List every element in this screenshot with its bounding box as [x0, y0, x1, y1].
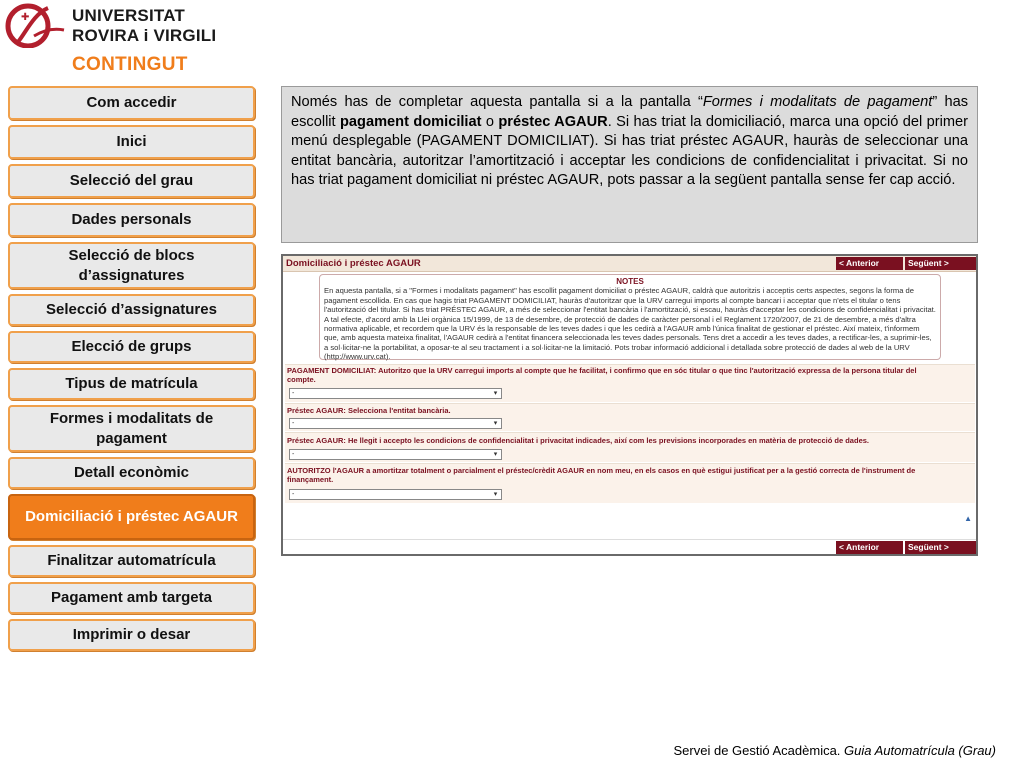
- svg-text:✚: ✚: [21, 12, 30, 23]
- field-label: Préstec AGAUR: He llegit i accepto les condicions de confidencialitat i privacitat indicades, així com les previsions incorporades en matèria de protecció de dades.: [287, 436, 869, 445]
- sidebar-item-domiciliacio-agaur[interactable]: Domiciliació i préstec AGAUR: [8, 494, 255, 540]
- chevron-down-icon: ▾: [493, 451, 498, 458]
- instructions-text-2: ” has escollit: [291, 94, 968, 130]
- page-footer: [674, 743, 997, 758]
- sidebar-item-seleccio-grau[interactable]: Selecció del grau: [8, 164, 255, 198]
- sidebar-item-eleccio-grups[interactable]: Elecció de grups: [8, 331, 255, 363]
- sidebar-item-pagament-targeta[interactable]: Pagament amb targeta: [8, 582, 255, 614]
- footer-text: Servei de Gestió Acadèmica.: [673, 743, 845, 758]
- sidebar-item-seleccio-assignatures[interactable]: Selecció d’assignatures: [8, 294, 255, 326]
- instructions-text-3: o: [481, 113, 499, 130]
- sidebar-item-seleccio-blocs[interactable]: Selecció de blocs d’assignatures: [8, 242, 255, 289]
- entitat-bancaria-select[interactable]: [289, 418, 502, 429]
- field-row: [285, 463, 975, 503]
- chevron-down-icon: ▾: [493, 390, 498, 397]
- screen-next-button[interactable]: Següent >: [905, 257, 976, 270]
- sidebar-item-dades-personals[interactable]: Dades personals: [8, 203, 255, 237]
- pagament-domiciliat-select[interactable]: [289, 388, 502, 399]
- notes-box: [319, 274, 941, 360]
- sidebar-item-com-accedir[interactable]: Com accedir: [8, 86, 255, 120]
- scroll-up-icon[interactable]: ▲: [964, 514, 972, 523]
- field-label: Préstec AGAUR: Selecciona l'entitat bancària.: [287, 406, 451, 415]
- select-value: -: [292, 491, 295, 498]
- chevron-down-icon: ▾: [493, 420, 498, 427]
- sidebar-item-detall-economic[interactable]: Detall econòmic: [8, 457, 255, 489]
- sidebar-item-imprimir[interactable]: Imprimir o desar: [8, 619, 255, 651]
- notes-text: En aquesta pantalla, si a "Formes i modalitats pagament" has escollit pagament domiciliat o préstec AGAUR, caldrà que autoritzis i acceptis certs aspectes, segons la forma de pagament escollida. En cas que hagis triat PAGAMENT DOMICILIAT, hauràs d'autoritzar que la URV carregui imports al compte bancari i acceptar que n'ets el titular o tens l'autorització del titular. Si has triat PRÉSTEC AGAUR, a més de seleccionar l'entitat bancària i l'amortització, si escau, hauràs d'acceptar les condicions de confidencialitat i privacitat. A tal efecte, d'acord amb la Llei orgànica 15/1999, de 13 de desembre, de protecció de dades de caràcter personal i el Reglament 1720/2007, de 21 de desembre, a més d'altra normativa aplicable, et recordem que la URV és la responsable de les teves dades i que les cedirà a l'AGAUR amb l'única finalitat de gestionar el préstec. Així mateix, t'informem que, amb aquesta mateixa finalitat, l'AGAUR cedirà a l'entitat financera seleccionada les teves dades personals. Tens dret a accedir a les teves dades, a rectificar-les, a suprimir-les, a sol·licitar-ne la portabilitat, a oposar-te al seu tractament i a sol·licitar-ne la limitació. Pots trobar informació addicional i detallada sobre protecció de dades al web de la URV (http://www.urv.cat).: [324, 286, 936, 362]
- select-value: -: [292, 420, 295, 427]
- embedded-screen: [281, 254, 978, 556]
- instructions-box: [281, 86, 978, 243]
- field-label: PAGAMENT DOMICILIAT: Autoritzo que la URV carregui imports al compte que he facilitat, i confirmo que en sóc titular o que tinc l'autorització expressa de la persona titular del compte.: [287, 366, 917, 384]
- university-name-line1: UNIVERSITAT: [72, 6, 186, 25]
- section-title: CONTINGUT: [72, 54, 188, 75]
- field-row: [285, 364, 975, 402]
- screen-title: Domiciliació i préstec AGAUR: [286, 258, 421, 269]
- condicions-select[interactable]: [289, 449, 502, 460]
- instructions-text-4: . Si has triat la domiciliació, marca una opció del primer menú desplegable (PAGAMENT DOMICILIAT). Si has triat préstec AGAUR, hauràs de seleccionar una entitat bancària, autoritzar l’amortització i acceptar les condicions de confidencialitat i privacitat. Si no has triat pagament domiciliat ni préstec AGAUR, pots passar a la següent pantalla sense fer cap acció.: [291, 113, 968, 189]
- sidebar-item-finalitzar[interactable]: Finalitzar automatrícula: [8, 545, 255, 577]
- chevron-down-icon: ▾: [493, 491, 498, 498]
- university-name: [72, 6, 216, 46]
- select-value: -: [292, 451, 295, 458]
- instructions-bold-1: pagament domiciliat: [340, 113, 482, 130]
- instructions-bold-2: préstec AGAUR: [498, 113, 608, 130]
- sidebar-item-inici[interactable]: Inici: [8, 125, 255, 159]
- sidebar-item-formes-pagament[interactable]: Formes i modalitats de pagament: [8, 405, 255, 452]
- university-name-line2: ROVIRA i VIRGILI: [72, 26, 217, 45]
- screen-header: [283, 256, 976, 272]
- screen-next-button-bottom[interactable]: Següent >: [905, 541, 976, 554]
- select-value: -: [292, 390, 295, 397]
- sidebar-item-tipus-matricula[interactable]: Tipus de matrícula: [8, 368, 255, 400]
- field-row: [285, 432, 975, 462]
- instructions-text-1: Només has de completar aquesta pantalla si a la pantalla “: [291, 94, 703, 110]
- screen-footer: [283, 539, 976, 554]
- footer-italic: Guia Automatrícula (Grau): [844, 743, 996, 758]
- urv-logo-icon: [4, 2, 68, 48]
- instructions-italic: Formes i modalitats de pagament: [702, 94, 933, 110]
- field-label: AUTORITZO l'AGAUR a amortitzar totalment o parcialment el préstec/crèdit AGAUR en nom meu, en els casos en què estigui justificat per a la gestió correcta de l'instrument de finançament.: [287, 466, 916, 484]
- field-row: [285, 403, 975, 431]
- notes-title: NOTES: [616, 277, 644, 286]
- screen-prev-button-bottom[interactable]: < Anterior: [836, 541, 903, 554]
- amortitzacio-select[interactable]: [289, 489, 502, 500]
- screen-prev-button[interactable]: < Anterior: [836, 257, 903, 270]
